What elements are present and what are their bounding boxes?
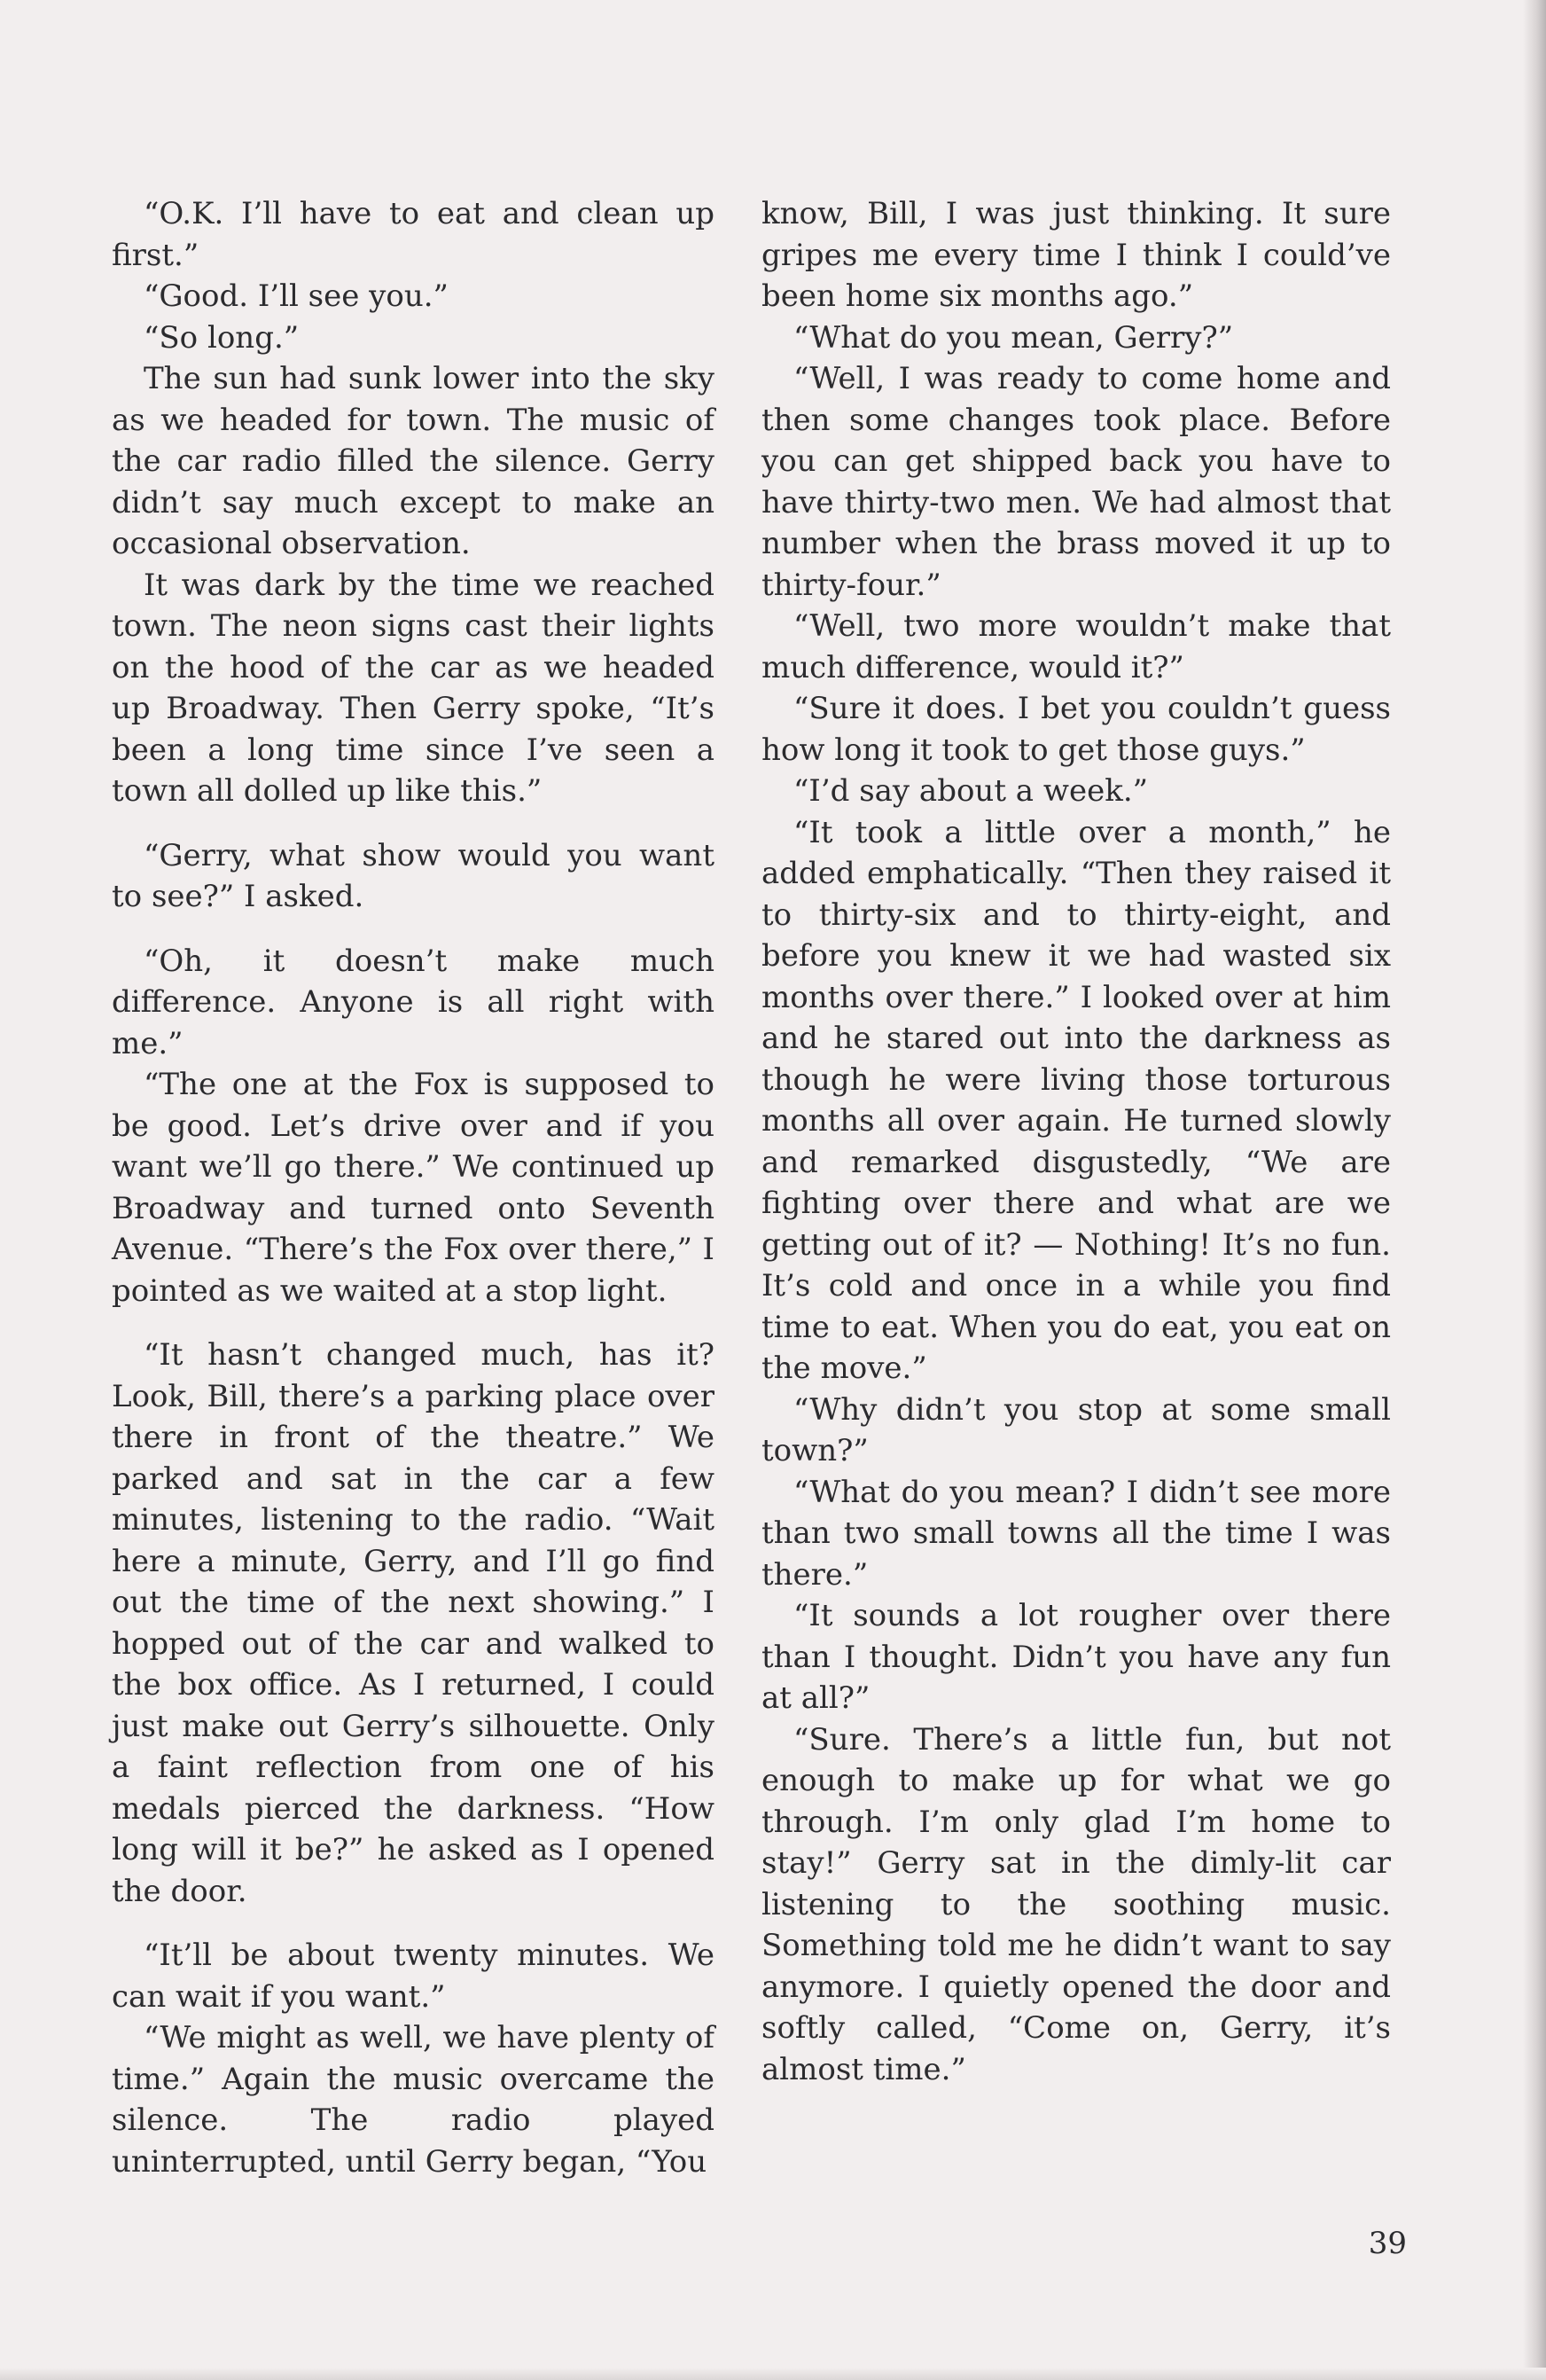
paragraph: “We might as well, we have plenty of time.” Again the music overcame the silence. The radio played uninterrupted, until Gerry began, “You — [112, 2020, 714, 2180]
paragraph: “Oh, it doesn’t make much difference. Anyone is all right with me.” — [112, 943, 714, 1061]
page-bottom-shadow — [0, 2368, 1546, 2380]
paragraph: “Why didn’t you stop at some small town?” — [761, 1391, 1391, 1468]
paragraph: “Well, two more wouldn’t make that much difference, would it?” — [761, 608, 1391, 685]
right-text-column — [761, 193, 1391, 2090]
paragraph: “O.K. I’ll have to eat and clean up first.” — [112, 196, 714, 273]
paragraph: know, Bill, I was just thinking. It sure gripes me every time I think I could’ve been home six months ago.” — [761, 196, 1391, 314]
paragraph: “Good. I’ll see you.” — [144, 278, 449, 314]
paragraph: It was dark by the time we reached town. The neon signs cast their lights on the hood of the car as we headed up Broadway. Then Gerry spoke, “It’s been a long time since I’ve seen a town all dolled up like this.” — [112, 567, 714, 809]
paragraph: “Well, I was ready to come home and then some changes took place. Before you can get shipped back you have to have thirty-two men. We had almost that number when the brass moved it up to thirty-four.” — [761, 361, 1391, 603]
paragraph: “Gerry, what show would you want to see?” I asked. — [112, 837, 714, 914]
paragraph: “So long.” — [144, 319, 300, 356]
paragraph: “It took a little over a month,” he added emphatically. “Then they raised it to thirty-six and to thirty-eight, and before you knew it we had wasted six months over there.” I looked over at him and he stared out into the darkness as though he were living those torturous months all over again. He turned slowly and remarked disgustedly, “We are fighting over there and what are we getting out of it? — Nothing! It’s no fun. It’s cold and once in a while you find time to eat. When you do eat, you eat on the move.” — [761, 814, 1391, 1386]
paragraph: “What do you mean? I didn’t see more than two small towns all the time I was there.” — [761, 1474, 1391, 1593]
paragraph: “It’ll be about twenty minutes. We can wait if you want.” — [112, 1938, 714, 2015]
paragraph: The sun had sunk lower into the sky as we headed for town. The music of the car radio filled the silence. Gerry didn’t say much except to make an occasional observation. — [112, 361, 714, 561]
paragraph: “What do you mean, Gerry?” — [793, 319, 1234, 356]
paragraph: “I’d say about a week.” — [793, 773, 1149, 809]
paragraph: “Sure. There’s a little fun, but not enough to make up for what we go through. I’m only glad I’m home to stay!” Gerry sat in the dimly-lit car listening to the soothing music. Something told me he didn’t want to say anymore. I quietly opened the door and softly called, “Come on, Gerry, it’s almost time.” — [761, 1721, 1391, 2087]
paragraph: “It sounds a lot rougher over there than I thought. Didn’t you have any fun at all?” — [761, 1598, 1391, 1716]
left-text-column — [112, 193, 714, 2182]
paragraph: “It hasn’t changed much, has it? Look, Bill, there’s a parking place over there in front of the theatre.” We parked and sat in the car a few minutes, listening to the radio. “Wait here a minute, Gerry, and I’ll go find out the time of the next showing.” I hopped out of the car and walked to the box office. As I returned, I could just make out Gerry’s silhouette. Only a faint reflection from one of his medals pierced the darkness. “How long will it be?” he asked as I opened the door. — [112, 1337, 714, 1909]
paragraph: “The one at the Fox is supposed to be good. Let’s drive over and if you want we’ll go there.” We continued up Broadway and turned onto Seventh Avenue. “There’s the Fox over there,” I pointed as we waited at a stop light. — [112, 1067, 714, 1309]
page-edge-shadow — [1523, 0, 1546, 2380]
page-number: 39 — [1368, 2226, 1407, 2261]
paragraph: “Sure it does. I bet you couldn’t guess how long it took to get those guys.” — [761, 691, 1391, 768]
